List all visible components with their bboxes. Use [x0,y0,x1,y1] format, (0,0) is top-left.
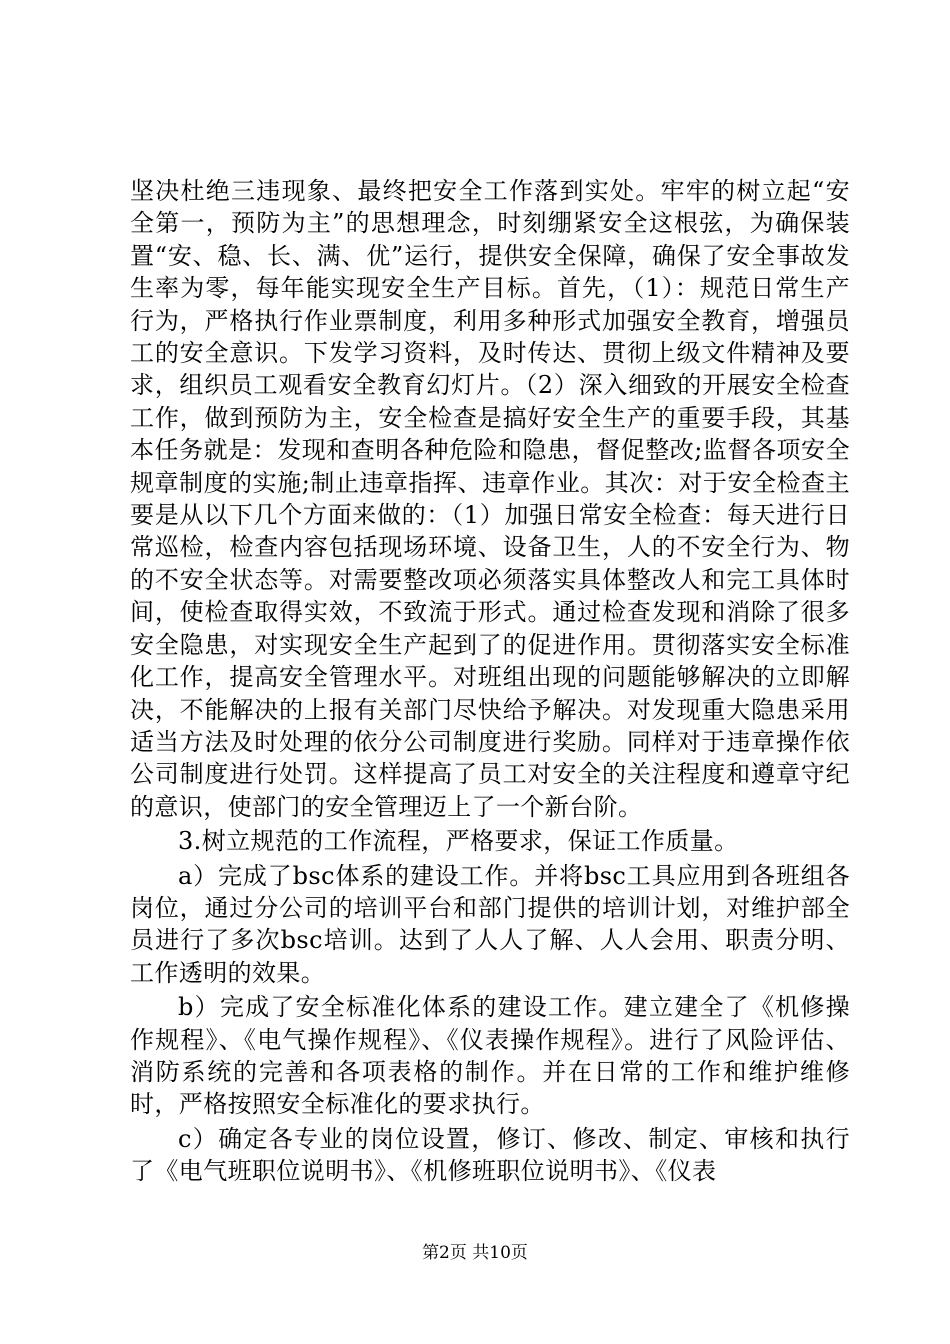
paragraph-bsc: a）完成了bsc体系的建设工作。并将bsc工具应用到各班组各岗位，通过分公司的培训平台和部门提供的培训计划，对维护部全员进行了多次bsc培训。达到了人人了解、人人会用、职责分明、工作透明的效果。 [130,861,850,987]
paragraph-workflow-heading: 3.树立规范的工作流程，严格要求，保证工作质量。 [178,827,739,856]
body-text [130,175,850,1188]
paragraph-safety: 坚决杜绝三违现象、最终把安全工作落到实处。牢牢的树立起“安全第一，预防为主”的思想理念，时刻绷紧安全这根弦，为确保装置“安、稳、长、满、优”运行，提供安全保障，确保了安全事故发生率为零，每年能实现安全生产目标。首先，（1）：规范日常生产行为，严格执行作业票制度，利用多种形式加强安全教育，增强员工的安全意识。下发学习资料，及时传达、贯彻上级文件精神及要求，组织员工观看安全教育幻灯片。（2）深入细致的开展安全检查工作，做到预防为主，安全检查是搞好安全生产的重要手段，其基本任务就是：发现和查明各种危险和隐患，督促整改;监督各项安全规章制度的实施;制止违章指挥、违章作业。其次：对于安全检查主要是从以下几个方面来做的：（1）加强日常安全检查：每天进行日常巡检，检查内容包括现场环境、设备卫生，人的不安全行为、物的不安全状态等。对需要整改项必须落实具体整改人和完工具体时间，使检查取得实效，不致流于形式。通过检查发现和消除了很多安全隐患，对实现安全生产起到了的促进作用。贯彻落实安全标准化工作，提高安全管理水平。对班组出现的问题能够解决的立即解决，不能解决的上报有关部门尽快给予解决。对发现重大隐患采用适当方法及时处理的依分公司制度进行奖励。同样对于违章操作依公司制度进行处罚。这样提高了员工对安全的关注程度和遵章守纪的意识，使部门的安全管理迈上了一个新台阶。 [130,177,850,821]
paragraph-job-positions: c）确定各专业的岗位设置，修订、修改、制定、审核和执行了《电气班职位说明书》、《机修班职位说明书》、《仪表 [130,1124,850,1186]
paragraph-safety-standard: b）完成了安全标准化体系的建设工作。建立建全了《机修操作规程》、《电气操作规程》、《仪表操作规程》。进行了风险评估、消防系统的完善和各项表格的制作。并在日常的工作和维护维修时，严格按照安全标准化的要求执行。 [130,993,850,1119]
page-number-footer: 第2页 共10页 [422,1243,528,1263]
